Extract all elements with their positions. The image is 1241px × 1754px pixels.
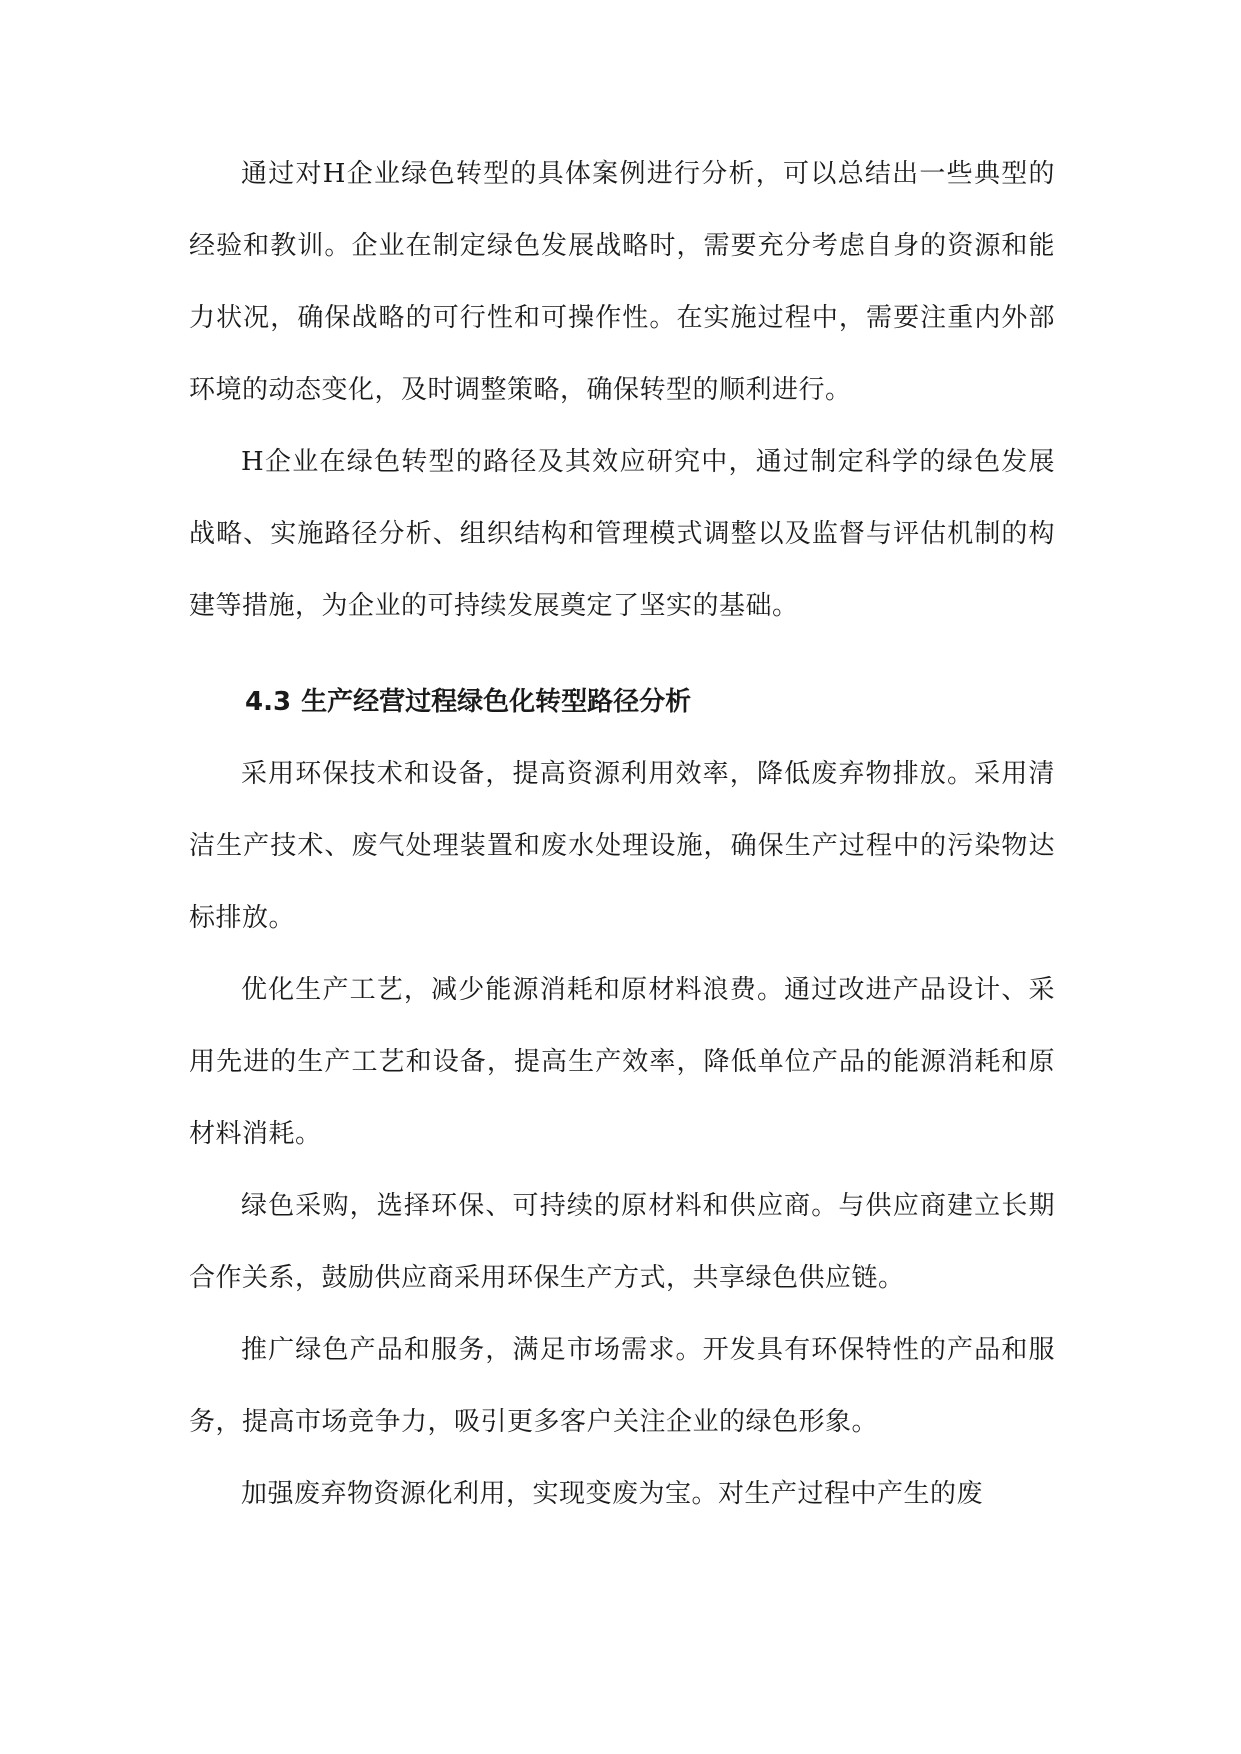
paragraph: 推广绿色产品和服务，满足市场需求。开发具有环保特性的产品和服务，提高市场竞争力，吸引更多客户关注企业的绿色形象。	[189, 1335, 1055, 1437]
paragraph: 加强废弃物资源化利用，实现变废为宝。对生产过程中产生的废	[241, 1479, 984, 1509]
paragraph: H企业在绿色转型的路径及其效应研究中，通过制定科学的绿色发展战略、实施路径分析、组织结构和管理模式调整以及监督与评估机制的构建等措施，为企业的可持续发展奠定了坚实的基础。	[189, 447, 1055, 621]
paragraph: 优化生产工艺，减少能源消耗和原材料浪费。通过改进产品设计、采用先进的生产工艺和设备，提高生产效率，降低单位产品的能源消耗和原材料消耗。	[189, 975, 1055, 1149]
section-title: 生产经营过程绿色化转型路径分析	[301, 687, 692, 717]
section-heading	[189, 666, 1055, 738]
document-body	[189, 138, 1055, 1530]
paragraph: 采用环保技术和设备，提高资源利用效率，降低废弃物排放。采用清洁生产技术、废气处理装置和废水处理设施，确保生产过程中的污染物达标排放。	[189, 759, 1055, 933]
paragraph: 绿色采购，选择环保、可持续的原材料和供应商。与供应商建立长期合作关系，鼓励供应商采用环保生产方式，共享绿色供应链。	[189, 1191, 1055, 1293]
section-number: 4.3	[245, 687, 292, 717]
paragraph: 通过对H企业绿色转型的具体案例进行分析，可以总结出一些典型的经验和教训。企业在制定绿色发展战略时，需要充分考虑自身的资源和能力状况，确保战略的可行性和可操作性。在实施过程中，需要注重内外部环境的动态变化，及时调整策略，确保转型的顺利进行。	[189, 159, 1055, 405]
